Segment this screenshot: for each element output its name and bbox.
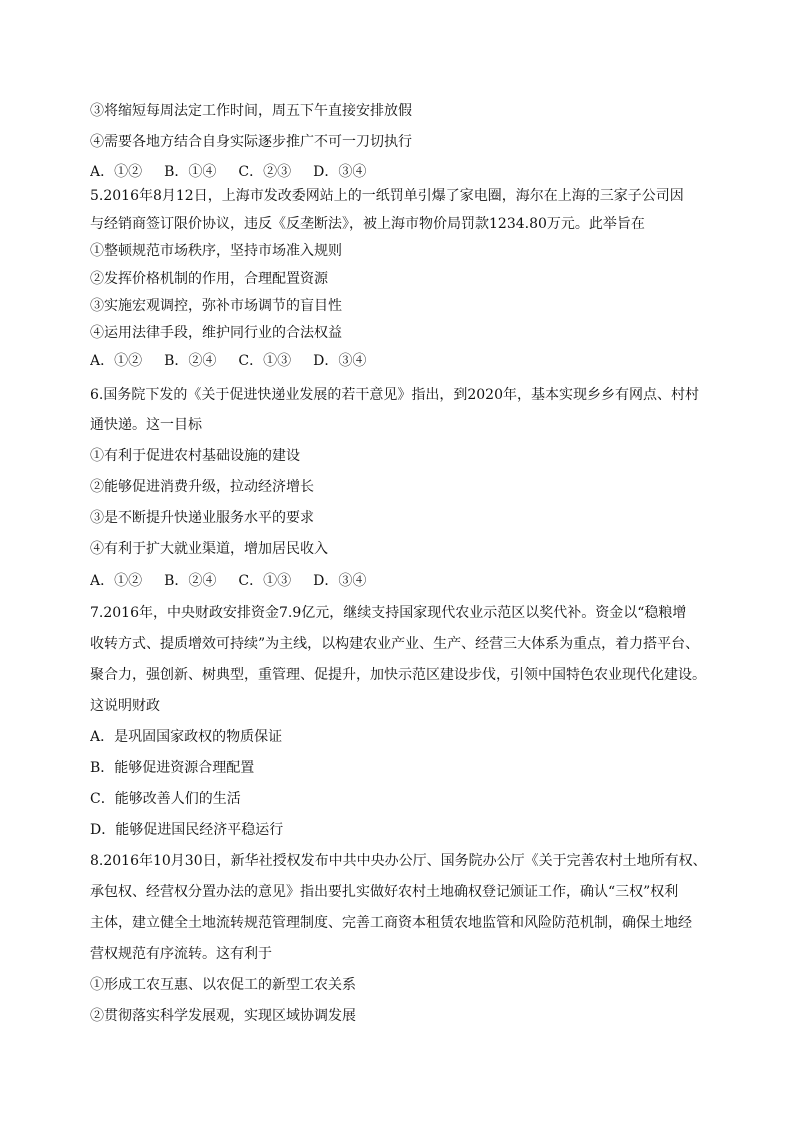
q8-stem-line-1: 8.2016年10月30日，新华社授权发布中共中央办公厅、国务院办公厅《关于完善农村土地所有权、 bbox=[90, 853, 707, 869]
q7-stem-line-1: 7.2016年，中央财政安排资金7.9亿元，继续支持国家现代农业示范区以奖代补。资金以“稳粮增 bbox=[90, 605, 687, 621]
q5-item-4: ④运用法律手段，维护同行业的合法权益 bbox=[90, 325, 342, 341]
q6-option-b: B．②④ bbox=[164, 573, 217, 589]
q4-option-b: B．①④ bbox=[164, 164, 217, 180]
q5-item-1: ①整顿规范市场秩序，坚持市场准入规则 bbox=[90, 243, 342, 259]
q4-options bbox=[90, 162, 710, 182]
q7-stem-line-2: 收转方式、提质增效可持续”为主线，以构建农业产业、生产、经营三大体系为重点，着力搭平台、 bbox=[90, 636, 700, 652]
q6-item-4: ④有利于扩大就业渠道，增加居民收入 bbox=[90, 541, 328, 557]
q7-choice-d: D．能够促进国民经济平稳运行 bbox=[90, 822, 284, 838]
q7-stem-line-4: 这说明财政 bbox=[90, 698, 160, 714]
q5-stem-line-1: 5.2016年8月12日，上海市发改委网站上的一纸罚单引爆了家电圈，海尔在上海的三家子公司因 bbox=[90, 188, 684, 204]
q5-item-2: ②发挥价格机制的作用，合理配置资源 bbox=[90, 271, 328, 287]
q6-item-2: ②能够促进消费升级，拉动经济增长 bbox=[90, 479, 314, 495]
q6-item-3: ③是不断提升快递业服务水平的要求 bbox=[90, 510, 314, 526]
q6-option-d: D．③④ bbox=[313, 573, 367, 589]
q6-stem-line-1: 6.国务院下发的《关于促进快递业发展的若干意见》指出，到2020年，基本实现乡乡有网点、村村 bbox=[90, 387, 699, 403]
q5-option-d: D．③④ bbox=[313, 353, 367, 369]
q4-option-d: D．③④ bbox=[313, 164, 367, 180]
q5-option-b: B．②④ bbox=[164, 353, 217, 369]
q4-item-4: ④需要各地方结合自身实际逐步推广不可一刀切执行 bbox=[90, 134, 412, 150]
q8-item-1: ①形成工农互惠、以农促工的新型工农关系 bbox=[90, 977, 356, 993]
q6-option-a: A．①② bbox=[90, 573, 143, 589]
q8-stem-line-3: 主体，建立健全土地流转规范管理制度、完善工商资本租赁农地监管和风险防范机制，确保土地经 bbox=[90, 915, 692, 931]
q6-option-c: C．①③ bbox=[238, 573, 292, 589]
q5-option-c: C．①③ bbox=[238, 353, 292, 369]
q7-stem-line-3: 聚合力，强创新、树典型，重管理、促提升，加快示范区建设步伐，引领中国特色农业现代化建设。 bbox=[90, 667, 706, 683]
q7-choice-c: C．能够改善人们的生活 bbox=[90, 791, 241, 807]
q6-item-1: ①有利于促进农村基础设施的建设 bbox=[90, 448, 300, 464]
q5-option-a: A．①② bbox=[90, 353, 143, 369]
q7-choice-a: A．是巩固国家政权的物质保证 bbox=[90, 729, 283, 745]
q8-stem-line-2: 承包权、经营权分置办法的意见》指出要扎实做好农村土地确权登记颁证工作，确认“三权”权利 bbox=[90, 884, 679, 900]
q4-option-a: A．①② bbox=[90, 164, 143, 180]
q7-choice-b: B．能够促进资源合理配置 bbox=[90, 760, 255, 776]
q4-option-c: C．②③ bbox=[238, 164, 292, 180]
q5-item-3: ③实施宏观调控，弥补市场调节的盲目性 bbox=[90, 298, 342, 314]
q5-stem-line-2: 与经销商签订限价协议，违反《反垄断法》，被上海市物价局罚款1234.80万元。此举旨在 bbox=[90, 216, 645, 232]
q8-stem-line-4: 营权规范有序流转。这有利于 bbox=[90, 946, 272, 962]
q5-options bbox=[90, 351, 710, 371]
q6-stem-line-2: 通快递。这一目标 bbox=[90, 417, 202, 433]
q6-options bbox=[90, 571, 710, 591]
q8-item-2: ②贯彻落实科学发展观，实现区域协调发展 bbox=[90, 1008, 356, 1024]
q4-item-3: ③将缩短每周法定工作时间，周五下午直接安排放假 bbox=[90, 103, 412, 119]
